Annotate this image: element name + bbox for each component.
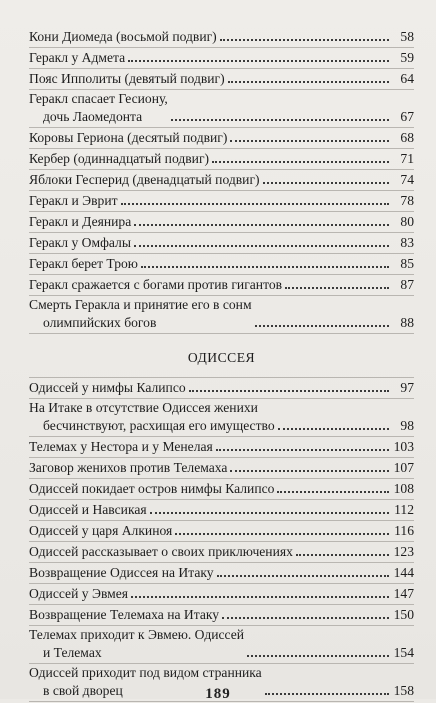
toc-entry-page: 67 — [400, 108, 414, 124]
toc-entry-title-line1: Одиссей покидает остров нимфы Калипсо — [29, 480, 275, 496]
toc-entry-page: 58 — [400, 28, 414, 44]
dot-leader — [228, 81, 389, 83]
toc-entry-title-line1: Возвращение Телемаха на Итаку — [29, 606, 220, 622]
toc-entry — [29, 275, 414, 296]
toc-entry-page: 158 — [393, 682, 414, 698]
dot-leader — [277, 491, 389, 493]
toc-entry-title — [29, 626, 244, 661]
toc-entry-page: 97 — [400, 379, 414, 395]
toc-entry — [29, 128, 414, 149]
toc-entry-title-line1: Кони Диомеда (восьмой подвиг) — [29, 28, 217, 44]
toc-entry-title-line1: Телемах приходит к Эвмею. Одиссей — [29, 627, 245, 642]
toc-entry-title-line1: Заговор женихов против Телемаха — [29, 459, 228, 475]
toc-entry-title-line2: бесчинствуют, расхищая его имущество — [43, 417, 275, 433]
toc-entry-title-line1: Одиссей рассказывает о своих приключениях — [29, 543, 293, 559]
section-title: ОДИССЕЯ — [29, 338, 414, 378]
toc-entry-title — [29, 564, 214, 582]
toc-entry-title — [29, 171, 260, 189]
toc-entry-title — [29, 255, 138, 273]
toc-entry-title — [29, 49, 125, 67]
toc-entry-page: 64 — [400, 70, 414, 86]
toc-entry — [29, 191, 414, 212]
toc-entry — [29, 521, 414, 542]
toc-entry-title — [29, 585, 128, 603]
toc-entry — [29, 296, 414, 334]
toc-entry-page: 78 — [400, 192, 414, 208]
toc-entry-page: 154 — [393, 644, 414, 660]
toc-entry-title — [29, 276, 282, 294]
toc-part-odyssey — [29, 378, 414, 702]
toc-entry-title-line1: Коровы Гериона (десятый подвиг) — [29, 129, 228, 145]
toc-entry-title-line1: На Итаке в отсутствие Одиссея женихи — [29, 400, 258, 415]
toc-entry-title — [29, 501, 147, 519]
toc-entry-title-line1: Одиссей и Навсикая — [29, 501, 147, 517]
toc-entry — [29, 437, 414, 458]
toc-entry-title-line1: Возвращение Одиссея на Итаку — [29, 564, 214, 580]
toc-entry — [29, 170, 414, 191]
toc-entry-title-line1: Кербер (одиннадцатый подвиг) — [29, 150, 210, 166]
toc-entry — [29, 563, 414, 584]
toc-entry-page: 71 — [400, 150, 414, 166]
toc-entry-page: 68 — [400, 129, 414, 145]
dot-leader — [220, 39, 389, 41]
toc-entry-page: 112 — [394, 501, 414, 517]
toc-entry — [29, 458, 414, 479]
toc-entry-page: 123 — [393, 543, 414, 559]
toc-entry-page: 83 — [400, 234, 414, 250]
toc-entry-title — [29, 70, 225, 88]
toc-entry-title-line1: Геракл и Эврит — [29, 192, 118, 208]
dot-leader — [255, 325, 389, 327]
table-of-contents — [29, 27, 414, 702]
toc-entry-page: 147 — [393, 585, 414, 601]
dot-leader — [230, 470, 389, 472]
toc-entry-page: 85 — [400, 255, 414, 271]
dot-leader — [216, 449, 389, 451]
toc-entry-page: 80 — [400, 213, 414, 229]
dot-leader — [230, 140, 389, 142]
page-number-footer: 189 — [205, 686, 231, 702]
toc-entry-page: 116 — [394, 522, 414, 538]
dot-leader — [134, 245, 389, 247]
toc-entry-page: 144 — [393, 564, 414, 580]
dot-leader — [285, 287, 389, 289]
toc-entry-title-line2: дочь Лаомедонта — [43, 108, 143, 124]
toc-entry-title-line1: Одиссей приходит под видом странника — [29, 665, 262, 680]
dot-leader — [141, 266, 389, 268]
toc-entry-title — [29, 150, 209, 168]
toc-entry-title — [29, 438, 213, 456]
toc-entry-title-line1: Геракл спасает Гесиону, — [29, 91, 168, 106]
toc-entry-title — [29, 399, 275, 434]
toc-entry-title-line2: и Телемах — [43, 644, 102, 660]
toc-entry — [29, 254, 414, 275]
toc-entry — [29, 212, 414, 233]
dot-leader — [171, 119, 389, 121]
toc-entry — [29, 69, 414, 90]
toc-entry-page: 59 — [400, 49, 414, 65]
dot-leader — [134, 224, 389, 226]
toc-entry-title — [29, 379, 186, 397]
toc-entry-title-line1: Геракл и Деянира — [29, 213, 132, 229]
toc-entry-title-line1: Геракл у Омфалы — [29, 234, 131, 250]
toc-entry — [29, 27, 414, 48]
toc-part-heracles — [29, 27, 414, 334]
toc-entry — [29, 500, 414, 521]
toc-entry-page: 103 — [393, 438, 414, 454]
toc-entry-title-line1: Одиссей у нимфы Калипсо — [29, 379, 186, 395]
toc-entry-title — [29, 522, 172, 540]
dot-leader — [121, 203, 389, 205]
toc-entry — [29, 399, 414, 437]
dot-leader — [263, 182, 389, 184]
toc-entry-page: 107 — [393, 459, 414, 475]
toc-entry-title — [29, 28, 217, 46]
dot-leader — [278, 428, 389, 430]
toc-entry-title-line1: Геракл у Адмета — [29, 49, 126, 65]
dot-leader — [222, 617, 389, 619]
toc-entry-title — [29, 543, 293, 561]
toc-entry — [29, 479, 414, 500]
dot-leader — [128, 60, 389, 62]
toc-entry-title-line1: Одиссей у Эвмея — [29, 585, 129, 601]
dot-leader — [296, 554, 389, 556]
toc-entry-page: 87 — [400, 276, 414, 292]
toc-entry-title-line1: Геракл сражается с богами против гигантов — [29, 276, 283, 292]
dot-leader — [189, 390, 389, 392]
toc-entry-title — [29, 192, 118, 210]
dot-leader — [217, 575, 389, 577]
toc-entry — [29, 233, 414, 254]
toc-entry-title — [29, 606, 219, 624]
toc-entry-page: 108 — [393, 480, 414, 496]
toc-entry-page: 98 — [400, 417, 414, 433]
toc-entry-title — [29, 459, 227, 477]
toc-entry-title-line1: Телемах у Нестора и у Менелая — [29, 438, 213, 454]
toc-entry — [29, 542, 414, 563]
toc-entry — [29, 378, 414, 399]
toc-entry-title-line1: Геракл берет Трою — [29, 255, 138, 271]
toc-entry — [29, 626, 414, 664]
toc-entry-page: 150 — [393, 606, 414, 622]
toc-entry — [29, 48, 414, 69]
toc-entry-title-line1: Пояс Ипполиты (девятый подвиг) — [29, 70, 225, 86]
toc-entry-title-line1: Яблоки Гесперид (двенадцатый подвиг) — [29, 171, 260, 187]
toc-entry-title-line2: олимпийских богов — [43, 314, 157, 330]
toc-entry — [29, 605, 414, 626]
dot-leader — [212, 161, 389, 163]
toc-entry-title — [29, 129, 227, 147]
toc-entry — [29, 584, 414, 605]
toc-entry-title-line2: в свой дворец — [43, 682, 123, 698]
toc-entry-title-line1: Смерть Геракла и принятие его в сонм — [29, 297, 252, 312]
toc-entry-title-line1: Одиссей у царя Алкиноя — [29, 522, 173, 538]
toc-entry-title — [29, 234, 131, 252]
dot-leader — [247, 655, 389, 657]
toc-entry-title — [29, 213, 131, 231]
dot-leader — [175, 533, 389, 535]
toc-entry-page: 88 — [400, 314, 414, 330]
toc-entry — [29, 90, 414, 128]
toc-entry-title — [29, 296, 252, 331]
dot-leader — [131, 596, 389, 598]
toc-entry — [29, 149, 414, 170]
toc-entry-page: 74 — [400, 171, 414, 187]
toc-entry-title — [29, 480, 274, 498]
dot-leader — [150, 512, 389, 514]
toc-entry-title — [29, 90, 168, 125]
